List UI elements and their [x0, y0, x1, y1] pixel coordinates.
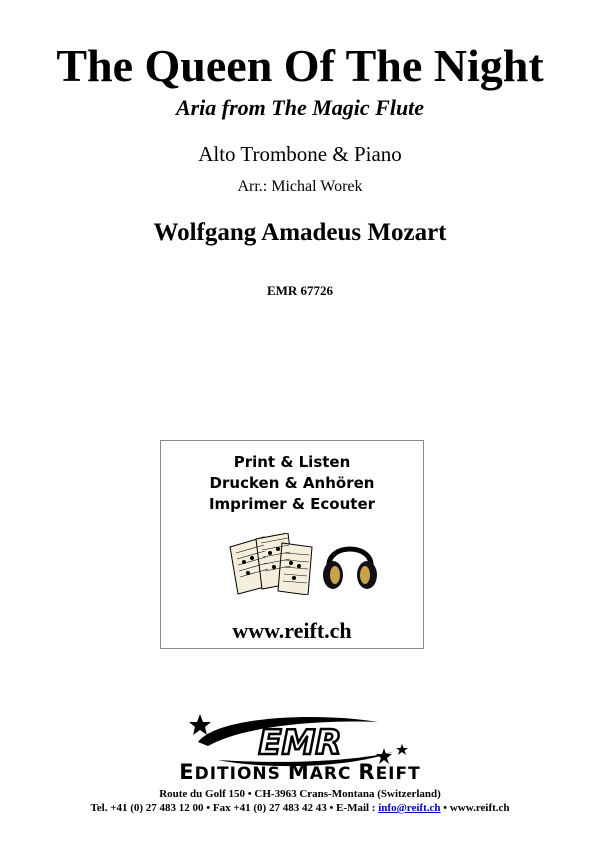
score-title: The Queen Of The Night [56, 40, 544, 91]
promo-website: www.reift.ch [232, 618, 352, 643]
instrumentation: Alto Trombone & Piano [198, 142, 402, 166]
publisher-name: EDITIONS MARC REIFT [179, 760, 421, 784]
arranger: Arr.: Michal Worek [237, 178, 363, 195]
score-subtitle: Aria from The Magic Flute [175, 95, 425, 120]
publisher-contact: Tel. +41 (0) 27 483 12 00 • Fax +41 (0) 27 483 42 43 • E-Mail : info@reift.ch • www.reift.ch [90, 802, 510, 814]
composer: Wolfgang Amadeus Mozart [153, 219, 447, 246]
catalog-number: EMR 67726 [266, 283, 334, 298]
promo-line-english: Print & Listen [233, 453, 351, 471]
publisher-address: Route du Golf 150 • CH-3963 Crans-Montana (Switzerland) [159, 788, 441, 800]
music-sheets-icon [228, 533, 316, 595]
promo-line-french: Imprimer & Ecouter [208, 495, 376, 513]
print-listen-box [160, 440, 424, 649]
email-link[interactable]: info@reift.ch [378, 802, 441, 814]
headphones-icon [321, 533, 379, 593]
emr-logo-text: EMR [258, 723, 342, 763]
promo-line-german: Drucken & Anhören [209, 474, 375, 492]
